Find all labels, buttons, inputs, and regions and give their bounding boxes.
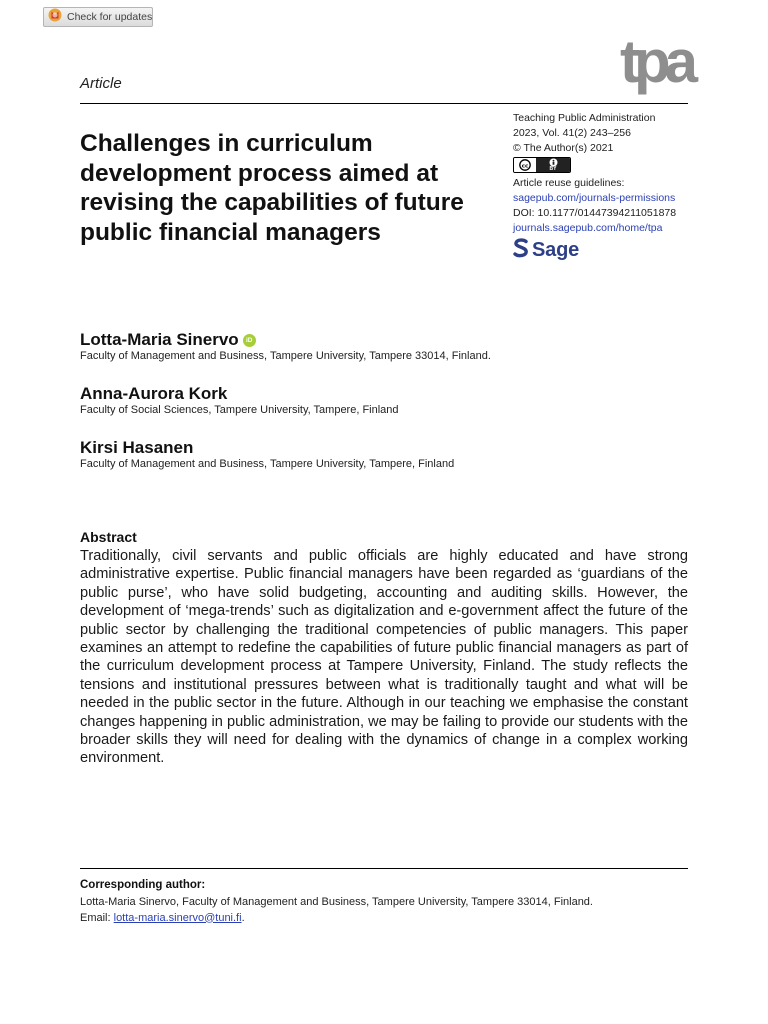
author-name: Kirsi Hasanen [80, 438, 194, 457]
corresponding-author-email-line [80, 911, 720, 927]
journal-name: Teaching Public Administration [513, 112, 656, 124]
footer-divider [80, 868, 688, 869]
check-for-updates-button[interactable] [43, 7, 153, 27]
publisher-name: Sage [532, 239, 580, 261]
corresponding-author-heading: Corresponding author: [80, 879, 206, 891]
author-name: Anna-Aurora Kork [80, 384, 228, 403]
email-label: Email: [80, 911, 111, 924]
crossmark-icon [48, 8, 62, 27]
email-link[interactable]: lotta-maria.sinervo@tuni.fi [113, 911, 242, 924]
article-title: Challenges in curriculum development process aimed at revising the capabilities of future public financial managers [80, 130, 464, 246]
corresponding-author-address: Lotta-Maria Sinervo, Faculty of Management and Business, Tampere University, Tampere 33014, Finland. [80, 896, 593, 908]
author-affiliation: Faculty of Management and Business, Tampere University, Tampere, Finland [80, 458, 455, 470]
orcid-icon[interactable]: iD [243, 334, 256, 347]
doi: DOI: 10.1177/01447394211051878 [513, 207, 677, 219]
journal-issue: 2023, Vol. 41(2) 243–256 [513, 127, 631, 139]
author-affiliation: Faculty of Social Sciences, Tampere University, Tampere, Finland [80, 404, 399, 416]
copyright-notice: © The Author(s) 2021 [513, 142, 614, 154]
email-suffix: . [241, 911, 245, 924]
author-name-text: Lotta-Maria Sinervo [80, 330, 239, 349]
abstract-heading: Abstract [80, 529, 137, 545]
cc-by-icon[interactable]: cc BY [513, 157, 571, 173]
article-type-label: Article [80, 75, 122, 92]
journal-info [513, 111, 713, 263]
corresponding-author-details [80, 895, 720, 926]
reuse-permissions-link[interactable]: sagepub.com/journals-permissions [513, 192, 676, 204]
header-divider [80, 103, 688, 104]
journal-logo: tpa [620, 28, 692, 95]
author-affiliation: Faculty of Management and Business, Tampere University, Tampere 33014, Finland. [80, 350, 491, 362]
author-name [80, 330, 256, 350]
abstract-text: Traditionally, civil servants and public officials are highly educated and have strong administrative expertise. Public financial managers have been regarded as ‘guardians of the public purse’, who have solid budgeting, accounting and auditing skills. However, the development of ‘mega-trends’ such as digitalization and e-government affect the future of the public sector by challenging the traditional competencies of public managers. This paper examines an attempt to redefine the capabilities of future public financial managers as part of the curriculum development process at Tampere University, Finland. The study reflects the tensions and institutional pressures between what is traditionally taught and what will be needed in the public sector in the future. Although in our teaching we emphasise the constant changes happening in public administration, we may be failing to provide our students with the broader skills they will need for dealing with the dynamics of change in a complex working environment. [80, 548, 688, 767]
check-for-updates-label: Check for updates [67, 11, 153, 23]
sage-s-icon [513, 238, 529, 263]
svg-text:cc: cc [521, 163, 529, 170]
publisher-logo [513, 238, 713, 263]
journal-homepage-link[interactable]: journals.sagepub.com/home/tpa [513, 222, 663, 234]
reuse-label: Article reuse guidelines: [513, 177, 625, 189]
